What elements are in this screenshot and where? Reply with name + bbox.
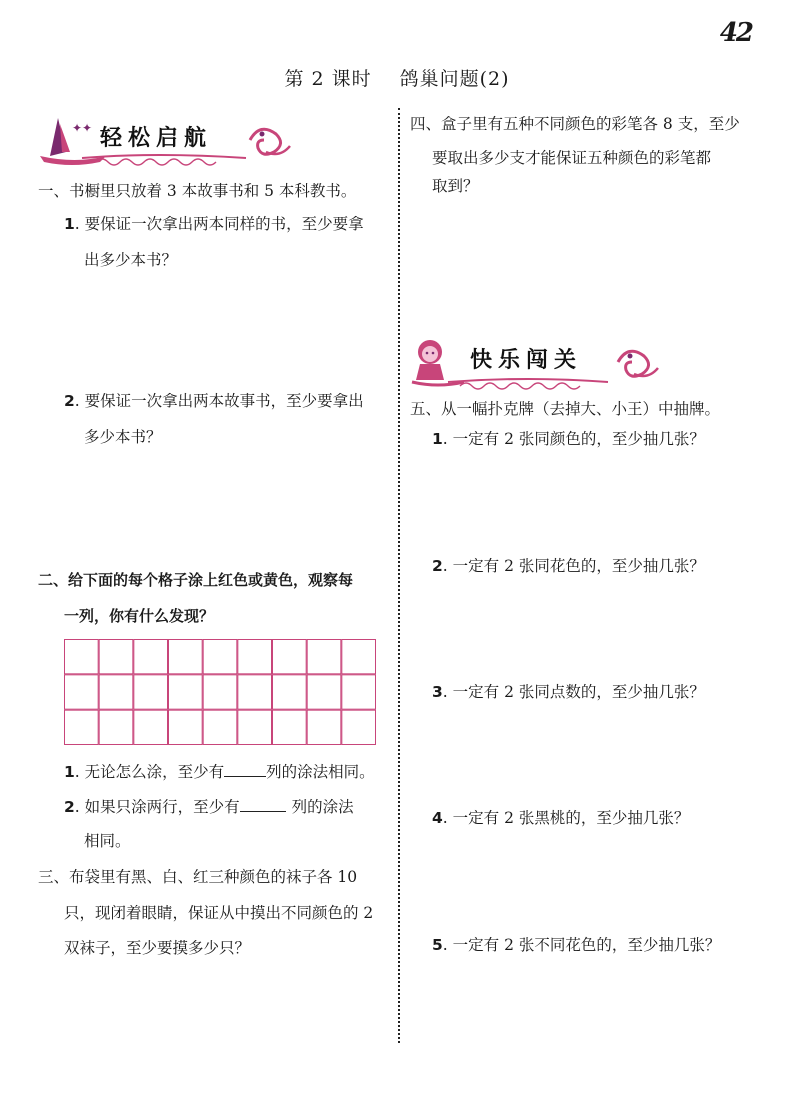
lesson-number: 第 2 课时 (284, 68, 372, 90)
q3-line2: 只，现闭着眼睛，保证从中摸出不同颜色的 2 (64, 904, 374, 922)
grid-cell[interactable] (203, 710, 237, 744)
q2-sub1: 1. 无论怎么涂，至少有 列的涂法相同。 (64, 763, 375, 781)
lesson-topic: 鸽巢问题(2) (399, 68, 510, 90)
q4-line2: 要取出多少支才能保证五种颜色的彩笔都 (432, 149, 712, 167)
grid-cell[interactable] (273, 710, 307, 744)
grid-cell[interactable] (65, 675, 99, 709)
svg-text:✦✦: ✦✦ (72, 121, 93, 135)
grid-cell[interactable] (134, 640, 168, 674)
q5-stem: 五、从一幅扑克牌（去掉大、小王）中抽牌。 (410, 400, 721, 418)
column-divider (398, 108, 400, 1043)
grid-cell[interactable] (342, 675, 376, 709)
grid-cell[interactable] (238, 640, 272, 674)
q3-line3: 双袜子，至少要摸多少只？ (64, 939, 251, 957)
grid-cell[interactable] (273, 675, 307, 709)
grid-cell[interactable] (99, 675, 133, 709)
grid-cell[interactable] (99, 640, 133, 674)
q5-item: 5. 一定有 2 张不同花色的，至少抽几张？ (432, 936, 721, 954)
q2-sub2-line1: 2. 如果只涂两行，至少有 列的涂法 (64, 798, 354, 816)
q1-sub1-number: 1 (64, 215, 75, 233)
grid-cell[interactable] (65, 710, 99, 744)
answer-blank[interactable] (240, 797, 286, 812)
q2-sub2-line2: 相同。 (84, 832, 131, 850)
answer-blank[interactable] (224, 762, 266, 777)
q2-stem-line1: 二、给下面的每个格子涂上红色或黄色，观察每 (38, 571, 354, 589)
banner-happy-challenge (408, 334, 664, 386)
q1-sub1-line1: 1. 要保证一次拿出两本同样的书，至少要拿 (64, 215, 364, 233)
grid-cell[interactable] (134, 675, 168, 709)
q4-line1: 四、盒子里有五种不同颜色的彩笔各 8 支，至少 (410, 115, 740, 133)
grid-cell[interactable] (238, 710, 272, 744)
q1-sub2-number: 2 (64, 392, 75, 410)
banner-title: 快乐闯关 (470, 347, 583, 373)
q5-item: 3. 一定有 2 张同点数的，至少抽几张？ (432, 683, 705, 701)
lesson-title (0, 64, 794, 91)
grid-cell[interactable] (342, 710, 376, 744)
q1-sub1-line2: 出多少本书？ (84, 251, 178, 269)
coloring-grid (64, 639, 376, 745)
banner-title: 轻松启航 (100, 125, 213, 151)
grid-cell[interactable] (203, 675, 237, 709)
grid-cell[interactable] (273, 640, 307, 674)
q1-sub2-line2: 多少本书？ (84, 428, 162, 446)
grid-cell[interactable] (169, 640, 203, 674)
banner-easy-start (36, 112, 296, 164)
q5-item: 2. 一定有 2 张同花色的，至少抽几张？ (432, 557, 705, 575)
q2-sub1-number: 1 (64, 763, 75, 781)
grid-cell[interactable] (238, 675, 272, 709)
q1-sub2-line1: 2. 要保证一次拿出两本故事书，至少要拿出 (64, 392, 364, 410)
grid-cell[interactable] (134, 710, 168, 744)
q2-sub2-number: 2 (64, 798, 75, 816)
q1-stem: 一、书橱里只放着 3 本故事书和 5 本科教书。 (38, 182, 357, 200)
grid-cell[interactable] (342, 640, 376, 674)
q5-item: 4. 一定有 2 张黑桃的，至少抽几张？ (432, 809, 690, 827)
q4-line3: 取到？ (432, 177, 479, 195)
q3-line1: 三、布袋里有黑、白、红三种颜色的袜子各 10 (38, 868, 358, 886)
grid-cell[interactable] (169, 675, 203, 709)
grid-cell[interactable] (65, 640, 99, 674)
grid-cell[interactable] (307, 640, 341, 674)
q5-item: 1. 一定有 2 张同颜色的，至少抽几张？ (432, 430, 705, 448)
q2-stem-line2: 一列，你有什么发现？ (64, 607, 215, 625)
grid-cell[interactable] (169, 710, 203, 744)
page-number: 42 (719, 18, 752, 48)
grid-cell[interactable] (307, 710, 341, 744)
grid-cell[interactable] (203, 640, 237, 674)
grid-cell[interactable] (307, 675, 341, 709)
grid-cell[interactable] (99, 710, 133, 744)
